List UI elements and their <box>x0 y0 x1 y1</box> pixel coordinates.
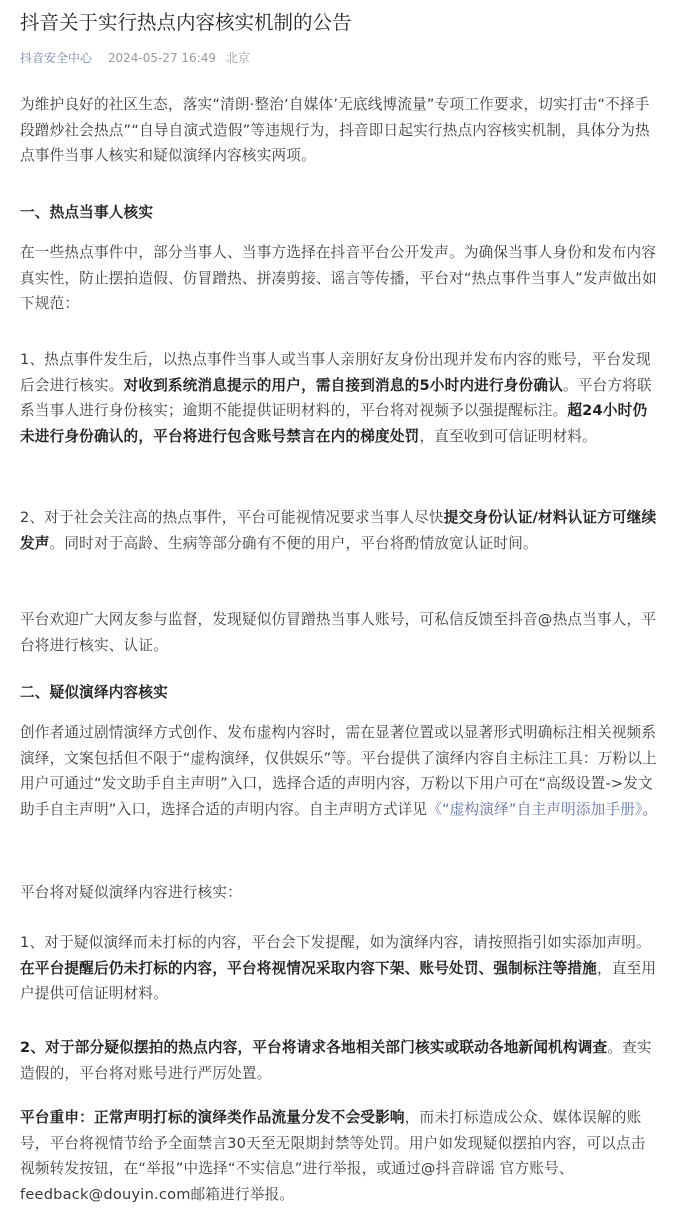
section2-paragraph-2: 平台将对疑似演绎内容进行核实： <box>20 884 242 901</box>
section2-paragraph-1 <box>20 720 660 822</box>
article-source[interactable]: 抖音安全中心 <box>20 51 93 65</box>
s1-p2-bold-b: 对收到系统消息提示的用户，需自接到消息的5小时内进行身份确认 <box>123 376 563 394</box>
s2-p5-text-c: ，而未打标造成公众、媒体误解的账号，平台将视情节给予全面禁言30天至无限期封禁等处罚。用户如发现疑似摆拍内容，可以点击视频转发按钮，在“举报”中选择“不实信息”进行举报，或通过@抖音辟谣 官方账号、feedback@douyin.com邮箱进行举报。 <box>20 1109 646 1203</box>
intro-paragraph: 为维护良好的社区生态，落实“清朗·整治‘自媒体’无底线博流量”专项工作要求，切实打击“不择手段蹭炒社会热点”“自导自演式造假”等违规行为，抖音即日起实行热点内容核实机制，具体分为热点事件当事人核实和疑似演绎内容核实两项。 <box>20 96 650 164</box>
s2-p4-text-b: 。查实造假的，平台将对账号进行严厉处置。 <box>20 1039 652 1082</box>
article-datetime: 2024-05-27 16:49 <box>107 51 216 65</box>
s1-p3-text-a: 2、对于社会关注高的热点事件，平台可能视情况要求当事人尽快 <box>20 509 444 526</box>
section2-paragraph-3 <box>20 930 660 1007</box>
s2-p3-bold-b: 在平台提醒后仍未打标的内容，平台将视情况采取内容下架、账号处罚、强制标注等措施 <box>20 959 597 977</box>
s1-p3-text-c: 。同时对于高龄、生病等部分确有不便的用户，平台将酌情放宽认证时间。 <box>49 534 538 552</box>
section1-paragraph-3 <box>20 505 660 556</box>
s2-p3-text-c: ，直至用户提供可信证明材料。 <box>20 959 657 1002</box>
s1-p2-text-e: ，直至收到可信证明材料。 <box>419 427 597 445</box>
s2-p4-bold-a: 2、对于部分疑似摆拍的热点内容，平台将请求各地相关部门核实或联动各地新闻机构调查 <box>20 1039 608 1056</box>
s1-p2-bold-d: 超24小时仍未进行身份确认的，平台将进行包含账号禁言在内的梯度处罚 <box>20 402 648 445</box>
s2-p5-bold-b: 正常声明打标的演绎类作品流量分发不会受影响 <box>93 1109 405 1126</box>
s2-p3-text-a: 1、对于疑似演绎而未打标的内容，平台会下发提醒，如为演绎内容，请按照指引如实添加声明。 <box>20 934 651 951</box>
section2-heading: 二、疑似演绎内容核实 <box>20 684 168 701</box>
section1-heading: 一、热点当事人核实 <box>20 204 154 221</box>
manual-link[interactable]: 《“虚构演绎”自主声明添加手册》 <box>427 800 643 818</box>
s2-p5-bold-a: 平台重申： <box>20 1109 94 1126</box>
s2-p1-text-end: 。 <box>642 800 658 818</box>
section2-paragraph-4 <box>20 1035 660 1086</box>
section1-paragraph-1: 在一些热点事件中，部分当事人、当事方选择在抖音平台公开发声。为确保当事人身份和发布内容真实性，防止摆拍造假、仿冒蹭热、拼凑剪接、谣言等传播，平台对“热点事件当事人”发声做出如下规范： <box>20 244 657 312</box>
section2-paragraph-5 <box>20 1105 660 1207</box>
s1-p2-text-a: 1、热点事件发生后，以热点事件当事人或当事人亲朋好友身份出现并发布内容的账号，平台发现后会进行核实。 <box>20 351 651 394</box>
article-meta <box>20 50 250 66</box>
section1-paragraph-2 <box>20 347 660 449</box>
article-location: 北京 <box>225 51 250 65</box>
s1-p3-bold-b: 提交身份认证/材料认证方可继续发声 <box>20 509 657 552</box>
section1-paragraph-4: 平台欢迎广大网友参与监督，发现疑似仿冒蹭热当事人账号，可私信反馈至抖音@热点当事人，平台将进行核实、认证。 <box>20 611 657 654</box>
s1-p2-text-c: 。平台方将联系当事人进行身份核实；逾期不能提供证明材料的，平台将对视频予以强提醒标注。 <box>20 376 652 419</box>
article-title: 抖音关于实行热点内容核实机制的公告 <box>20 11 352 34</box>
s2-p1-text-a: 创作者通过剧情演绎方式创作、发布虚构内容时，需在显著位置或以显著形式明确标注相关视频系演绎，文案包括但不限于“虚构演绎，仅供娱乐”等。平台提供了演绎内容自主标注工具：万粉以上用户可通过“发文助手自主声明”入口，选择合适的声明内容，万粉以下用户可在“高级设置->发文助手自主声明”入口，选择合适的声明内容。自主声明方式详见 <box>20 724 657 818</box>
